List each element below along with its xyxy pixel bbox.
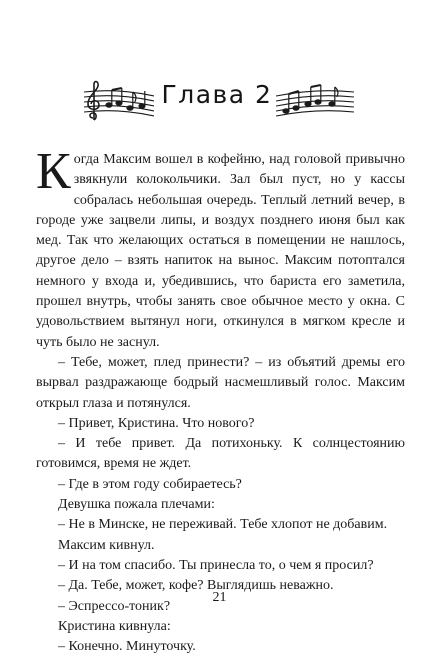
paragraph: Максим кивнул. (58, 537, 155, 553)
paragraph: Девушка пожала плечами: (58, 497, 215, 513)
opening-paragraph (36, 143, 405, 353)
paragraph: – Не в Минске, не переживай. Тебе хлопот не добавим. (58, 517, 388, 533)
chapter-title: Глава 2 (161, 80, 273, 109)
paragraph: – И на том спасибо. Ты принесла то, о чем я просил? (58, 557, 374, 573)
music-staff-icon (82, 78, 154, 122)
paragraph: Кристина кивнула: (58, 618, 171, 634)
paragraph: – Где в этом году собираетесь? (58, 476, 242, 492)
paragraph: – Привет, Кристина. Что нового? (58, 415, 255, 431)
drop-cap: К (36, 143, 71, 200)
paragraph: – И тебе привет. Да потихоньку. К солнцестоянию готовимся, время не ждет. (36, 436, 405, 472)
paragraph: – Тебе, может, плед принести? – из объятий дремы его вырвал раздражающе бодрый насмешливый голос. Максим открыл глаза и потянулся. (36, 354, 405, 411)
page-number: 21 (212, 590, 227, 605)
chapter-header (0, 78, 439, 124)
opening-text: огда Максим вошел в кофейню, над головой привычно звякнули колокольчики. Зал был пуст, но у кассы собралась небольшая очередь. Теплый летний вечер, в городе уже зацвели липы, и воздух позднего июня был как мед. Так что желающих остаться в помещении не нашлось, другое дело – взять напиток на вынос. Максим потоптался немного у входа и, убедившись, что бариста его заметила, прошел внутрь, чтобы занять свое обычное место у окна. С удовольствием вытянул ноги, откинулся в мягком кресле и чуть было не заснул. (36, 152, 405, 350)
chapter-text (36, 143, 405, 657)
paragraph: – Конечно. Минуточку. (58, 639, 196, 655)
paragraph: – Эспрессо-тоник? (58, 598, 171, 614)
paragraph: – Да. Тебе, может, кофе? Выглядишь неважно. (58, 578, 334, 594)
music-staff-icon (276, 78, 354, 122)
